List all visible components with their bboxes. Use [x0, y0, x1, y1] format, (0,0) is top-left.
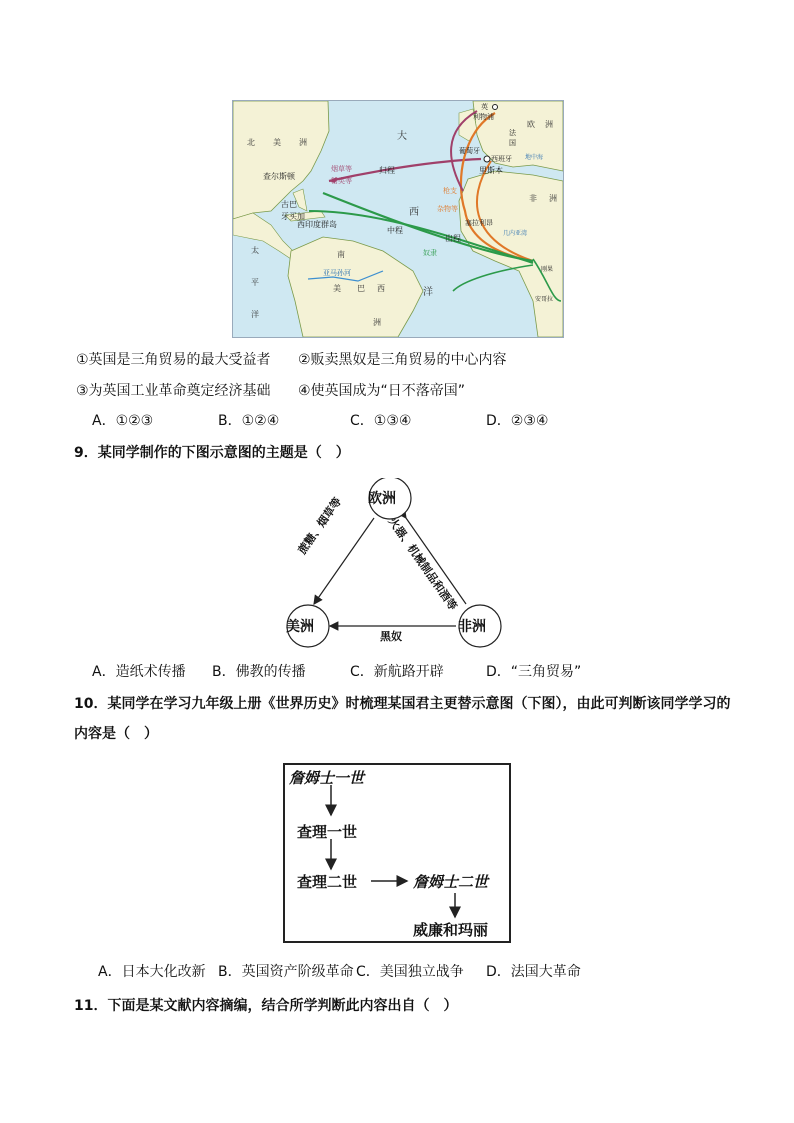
q10-option-a[interactable]: A．日本大化改新 [98, 964, 206, 980]
q9-option-b[interactable]: B．佛教的传播 [212, 664, 306, 680]
q10-stem-line1: 10．某同学在学习九年级上册《世界历史》时梳理某国君主更替示意图（下图），由此可判断该同学学习的 [74, 696, 731, 712]
triangle-diagram [280, 478, 510, 658]
map-label-north-america-3: 洲 [299, 138, 307, 147]
map-label-cuba: 古巴 [281, 200, 297, 209]
map-label-pacific-3: 洋 [251, 310, 259, 319]
statement-2: ②贩卖黑奴是三角贸易的中心内容 [298, 352, 507, 368]
map-label-amazon: 亚马孙河 [323, 269, 351, 277]
q8-option-a[interactable]: A．①②③ [92, 413, 154, 429]
monarch-charles2: 查理二世 [297, 873, 358, 891]
map-label-europe-1: 欧 [527, 120, 535, 129]
monarch-diagram [283, 763, 511, 943]
map-label-atlantic-1: 大 [397, 131, 407, 142]
monarch-william-mary: 威廉和玛丽 [413, 921, 489, 939]
map-label-slave: 奴隶 [423, 249, 437, 257]
map-label-guinea: 塞拉利昂 [465, 219, 493, 227]
map-label-spain: 西班牙 [491, 155, 512, 163]
map-label-pacific-2: 平 [251, 278, 259, 287]
map-label-lisbon: 里斯本 [479, 166, 503, 175]
map-label-uk-2: 利物浦 [473, 113, 494, 121]
map-label-europe-2: 洲 [545, 120, 553, 129]
map-label-middle-passage: 中程 [387, 226, 403, 235]
map-label-congo: 刚果 [541, 266, 554, 273]
map-label-goods: 杂物等 [437, 205, 458, 213]
map-label-north-america-2: 美 [273, 138, 281, 147]
q9-option-d[interactable]: D．“三角贸易” [486, 664, 582, 680]
map-label-south-america-3: 巴 [357, 284, 365, 293]
map-label-firearms: 枪支 [443, 187, 457, 195]
map-label-pacific-1: 太 [251, 246, 259, 255]
q10-option-c[interactable]: C．美国独立战争 [356, 964, 464, 980]
map-label-charleston: 查尔斯顿 [263, 172, 295, 181]
monarch-charles1: 查理一世 [297, 823, 358, 841]
q8-option-c[interactable]: C．①③④ [350, 413, 412, 429]
node-europe: 欧洲 [368, 491, 396, 507]
map-label-africa-1: 非 [529, 194, 537, 203]
q11-stem: 11．下面是某文献内容摘编，结合所学判断此内容出自（ ） [74, 998, 458, 1014]
edge-bottom-label: 黑奴 [380, 630, 402, 643]
map-label-north-america-1: 北 [247, 138, 255, 147]
statement-4: ④使英国成为“日不落帝国” [298, 383, 466, 399]
node-america: 美洲 [286, 619, 314, 635]
map-label-south-america-1: 南 [337, 250, 345, 259]
triangle-trade-map [232, 100, 564, 338]
monarch-james2: 詹姆士二世 [413, 873, 489, 891]
q9-option-a[interactable]: A．造纸术传播 [92, 664, 186, 680]
q8-option-b[interactable]: B．①②④ [218, 413, 280, 429]
map-label-angola: 安哥拉 [535, 296, 554, 303]
q10-option-b[interactable]: B．英国资产阶级革命 [218, 964, 354, 980]
map-label-france-2: 国 [509, 139, 516, 147]
map-label-outbound: 出程 [445, 234, 461, 243]
map-label-south-america-4: 西 [377, 284, 385, 293]
node-africa: 非洲 [458, 619, 486, 635]
map-label-atlantic-3: 洋 [423, 287, 433, 298]
map-label-france-1: 法 [509, 129, 516, 137]
map-label-return: 归程 [379, 166, 395, 175]
q10-stem-line2: 内容是（ ） [74, 726, 158, 742]
edge-left-label: 蔗糖、烟草等 [295, 495, 345, 557]
map-label-africa-2: 洲 [549, 194, 557, 203]
statement-3: ③为英国工业革命奠定经济基础 [76, 383, 271, 399]
q9-option-c[interactable]: C．新航路开辟 [350, 664, 444, 680]
map-label-sugar: 糖类等 [331, 177, 352, 185]
q10-option-d[interactable]: D．法国大革命 [486, 964, 581, 980]
map-label-mediterranean: 地中海 [525, 154, 544, 161]
map-label-atlantic-2: 西 [409, 207, 419, 218]
map-svg [233, 101, 563, 337]
map-label-west-indies: 西印度群岛 [297, 220, 337, 229]
map-label-tobacco: 烟草等 [331, 165, 352, 173]
edge-right-label: 火器、机械制品和酒等 [385, 515, 460, 613]
map-label-south-america-5: 洲 [373, 318, 381, 327]
map-label-uk-1: 英 [481, 103, 488, 111]
monarch-james1: 詹姆士一世 [289, 769, 365, 787]
q9-stem: 9．某同学制作的下图示意图的主题是（ ） [74, 445, 350, 461]
statement-1: ①英国是三角贸易的最大受益者 [76, 352, 271, 368]
map-label-jamaica: 牙买加 [281, 212, 305, 221]
map-label-south-america-2: 美 [333, 284, 341, 293]
q8-option-d[interactable]: D．②③④ [486, 413, 549, 429]
map-label-portugal: 葡萄牙 [459, 147, 480, 155]
map-label-gulf: 几内亚湾 [503, 230, 528, 237]
